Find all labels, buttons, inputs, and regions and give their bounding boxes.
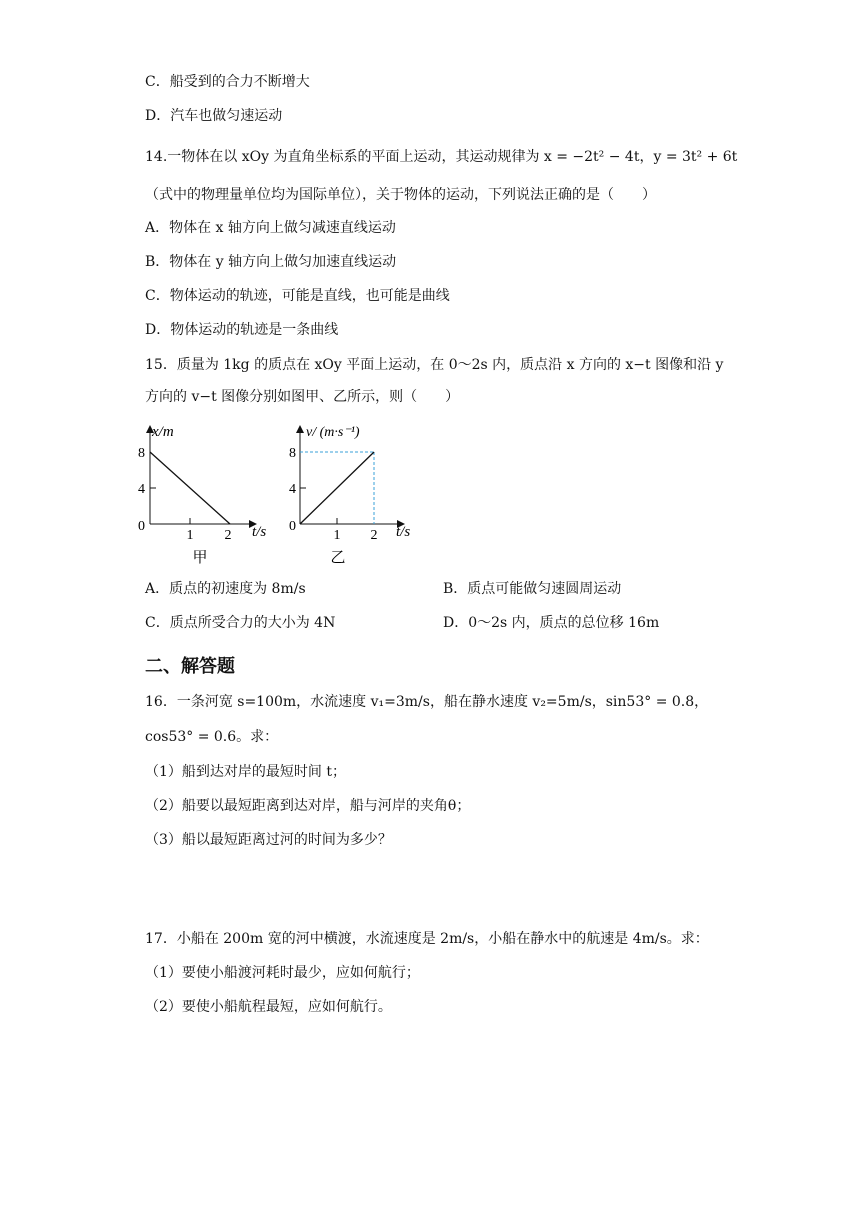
series-line [150, 452, 230, 524]
q17-sub1: （1）要使小船渡河耗时最少，应如何航行； [145, 965, 420, 981]
graph-yi [280, 418, 430, 570]
q15-stem-line2: 方向的 v−t 图像分别如图甲、乙所示，则（ ） [145, 389, 460, 405]
q15-option-b: B．质点可能做匀速圆周运动 [443, 581, 622, 597]
q13-option-d: D．汽车也做匀速运动 [145, 108, 283, 124]
q15-option-a: A．质点的初速度为 8m/s [145, 581, 306, 597]
q14-option-a: A．物体在 x 轴方向上做匀减速直线运动 [145, 220, 396, 236]
x-tick-label-2: 2 [370, 528, 378, 543]
q16-stem-line2: cos53° = 0.6。求： [145, 729, 279, 745]
y-axis-label: x/m [152, 424, 174, 440]
graph-caption: 甲 [192, 550, 208, 566]
section-heading: 二、解答题 [145, 656, 235, 677]
q14-option-c: C．物体运动的轨迹，可能是直线，也可能是曲线 [145, 288, 450, 304]
q15-option-d: D．0～2s 内，质点的总位移 16m [443, 615, 660, 631]
graph-jia-svg [140, 418, 280, 570]
q17-stem: 17．小船在 200m 宽的河中横渡，水流速度是 2m/s，小船在静水中的航速是 4m/s。求： [145, 931, 709, 947]
q14-stem-line2: （式中的物理量单位均为国际单位），关于物体的运动，下列说法正确的是（ ） [145, 187, 656, 203]
q14-stem-line1: 14.一物体在以 xOy 为直角坐标系的平面上运动，其运动规律为 x = −2t² − 4t，y = 3t² + 6t [145, 149, 738, 165]
x-tick-label-1: 1 [333, 528, 341, 543]
q16-sub1: （1）船到达对岸的最短时间 t； [145, 764, 346, 780]
q16-sub2: （2）船要以最短距离到达对岸，船与河岸的夹角θ； [145, 798, 471, 814]
q17-sub2: （2）要使小船航程最短，应如何航行。 [145, 999, 392, 1015]
x-axis-label: t/s [396, 524, 411, 540]
graph-jia [140, 418, 280, 570]
origin-label: 0 [289, 519, 296, 534]
q13-option-c: C．船受到的合力不断增大 [145, 74, 310, 90]
y-tick-label-8: 8 [138, 446, 145, 461]
q16-sub3: （3）船以最短距离过河的时间为多少？ [145, 832, 392, 848]
q15-stem-line1: 15．质量为 1kg 的质点在 xOy 平面上运动，在 0～2s 内，质点沿 x 方向的 x−t 图像和沿 y [145, 357, 724, 373]
x-axis-label: t/s [252, 524, 267, 540]
q14-option-b: B．物体在 y 轴方向上做匀加速直线运动 [145, 254, 397, 270]
series-line [300, 452, 374, 524]
y-tick-label-4: 4 [289, 482, 296, 497]
x-tick-label-2: 2 [224, 528, 232, 543]
q14-option-d: D．物体运动的轨迹是一条曲线 [145, 322, 339, 338]
y-axis-label: v/ (m·s⁻¹) [306, 425, 360, 440]
q15-option-c: C．质点所受合力的大小为 4N [145, 615, 336, 631]
graph-yi-svg [280, 418, 430, 570]
y-tick-label-4: 4 [138, 482, 145, 497]
origin-label: 0 [138, 519, 145, 534]
y-tick-label-8: 8 [289, 446, 296, 461]
graph-caption: 乙 [330, 550, 346, 566]
x-tick-label-1: 1 [186, 528, 194, 543]
q16-stem-line1: 16．一条河宽 s=100m，水流速度 v₁=3m/s，船在静水速度 v₂=5m/s，sin53° = 0.8， [145, 694, 709, 710]
